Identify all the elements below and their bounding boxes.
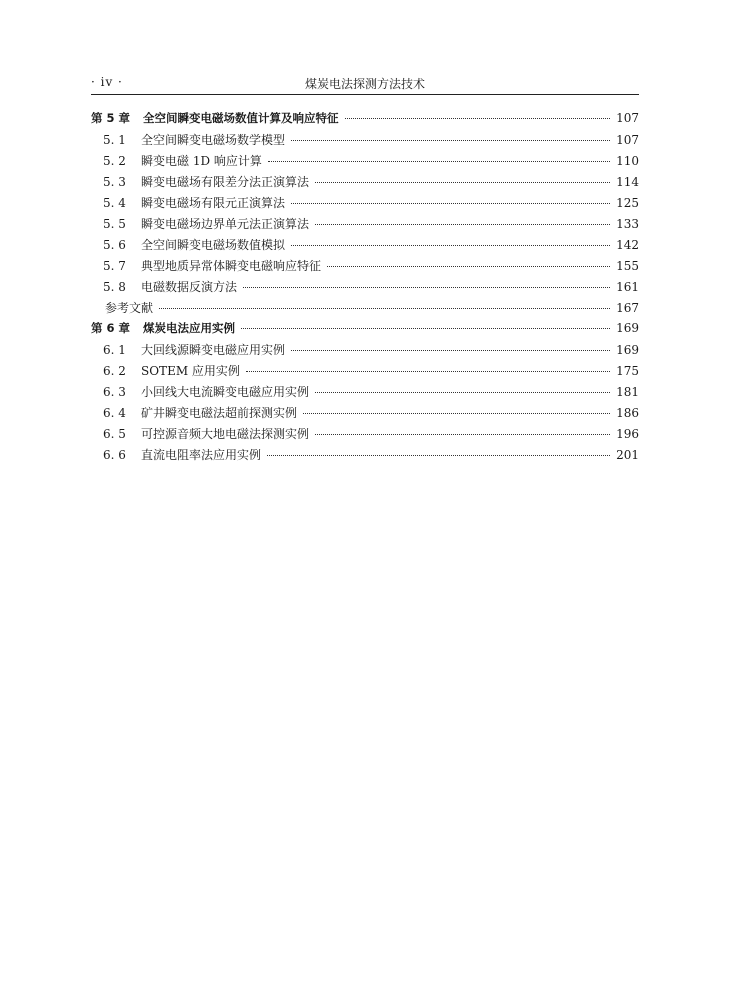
toc-entry-number: 5. 5 bbox=[103, 217, 126, 231]
toc-chapter-entry[interactable] bbox=[91, 110, 639, 131]
toc-section-entry[interactable] bbox=[91, 215, 639, 236]
dot-leader bbox=[315, 172, 610, 183]
toc-entry-title: 瞬变电磁场有限差分法正演算法 bbox=[141, 175, 310, 189]
toc-entry-title: 全空间瞬变电磁场数值模拟 bbox=[141, 238, 286, 252]
toc-section-entry[interactable] bbox=[91, 194, 639, 215]
toc-entry-page: 142 bbox=[616, 238, 639, 252]
toc-entry-page: 107 bbox=[616, 111, 639, 125]
toc-entry-number: 5. 8 bbox=[103, 280, 126, 294]
dot-leader bbox=[315, 382, 610, 393]
toc-entry-page: 155 bbox=[616, 259, 639, 273]
dot-leader bbox=[246, 361, 610, 372]
dot-leader bbox=[303, 403, 610, 414]
dot-leader bbox=[291, 130, 610, 141]
toc-entry-title: 瞬变电磁 1D 响应计算 bbox=[141, 154, 262, 168]
dot-leader bbox=[345, 108, 611, 119]
toc-entry-number: 第 6 章 bbox=[91, 321, 131, 335]
toc-section-entry[interactable] bbox=[91, 404, 639, 425]
toc-section-entry[interactable] bbox=[91, 152, 639, 173]
toc-entry-title: 电磁数据反演方法 bbox=[141, 280, 238, 294]
dot-leader bbox=[327, 256, 610, 267]
toc-entry-number: 5. 3 bbox=[103, 175, 126, 189]
toc-entry-page: 181 bbox=[616, 385, 639, 399]
toc-entry-page: 201 bbox=[616, 448, 639, 462]
toc-entry-title: 直流电阻率法应用实例 bbox=[141, 448, 262, 462]
toc-section-entry[interactable] bbox=[91, 362, 639, 383]
toc-entry-page: 175 bbox=[616, 364, 639, 378]
toc-entry-page: 161 bbox=[616, 280, 639, 294]
toc-entry-page: 169 bbox=[616, 321, 639, 335]
toc-references-entry[interactable] bbox=[91, 299, 639, 320]
toc-entry-page: 114 bbox=[616, 175, 639, 189]
dot-leader bbox=[291, 193, 610, 204]
toc-section-entry[interactable] bbox=[91, 257, 639, 278]
toc-entry-page: 133 bbox=[616, 217, 639, 231]
dot-leader bbox=[267, 445, 610, 456]
dot-leader bbox=[291, 340, 610, 351]
dot-leader bbox=[241, 318, 610, 329]
toc-entry-page: 196 bbox=[616, 427, 639, 441]
toc-entry-title: 可控源音频大地电磁法探测实例 bbox=[141, 427, 310, 441]
toc-section-entry[interactable] bbox=[91, 425, 639, 446]
toc-entry-page: 167 bbox=[616, 301, 639, 315]
toc-entry-title: 矿井瞬变电磁法超前探测实例 bbox=[141, 406, 298, 420]
toc-entry-page: 107 bbox=[616, 133, 639, 147]
toc-entry-title: 瞬变电磁场有限元正演算法 bbox=[141, 196, 286, 210]
toc-section-entry[interactable] bbox=[91, 446, 639, 467]
toc-entry-number: 6. 1 bbox=[103, 343, 126, 357]
dot-leader bbox=[291, 235, 610, 246]
toc-entry-title: 典型地质异常体瞬变电磁响应特征 bbox=[141, 259, 322, 273]
toc-section-entry[interactable] bbox=[91, 131, 639, 152]
toc-entry-number: 5. 1 bbox=[103, 133, 126, 147]
toc-entry-page: 125 bbox=[616, 196, 639, 210]
toc-entry-page: 169 bbox=[616, 343, 639, 357]
dot-leader bbox=[315, 424, 610, 435]
toc-entry-title: 瞬变电磁场边界单元法正演算法 bbox=[141, 217, 310, 231]
toc-entry-number: 6. 3 bbox=[103, 385, 126, 399]
toc-section-entry[interactable] bbox=[91, 173, 639, 194]
dot-leader bbox=[159, 298, 610, 309]
running-header bbox=[91, 72, 639, 95]
toc-entry-number: 5. 7 bbox=[103, 259, 126, 273]
toc-entry-number: 5. 2 bbox=[103, 154, 126, 168]
toc-entry-title: 煤炭电法应用实例 bbox=[143, 321, 235, 335]
toc-section-entry[interactable] bbox=[91, 236, 639, 257]
toc-entry-title: 大回线源瞬变电磁应用实例 bbox=[141, 343, 286, 357]
toc-entry-number: 6. 2 bbox=[103, 364, 126, 378]
toc-entry-number: 6. 5 bbox=[103, 427, 126, 441]
toc-entry-number: 6. 4 bbox=[103, 406, 126, 420]
toc-entry-number: 5. 4 bbox=[103, 196, 126, 210]
toc-entry-number: 第 5 章 bbox=[91, 111, 131, 125]
toc-entry-title: 全空间瞬变电磁场数学模型 bbox=[141, 133, 286, 147]
dot-leader bbox=[243, 277, 610, 288]
toc-entry-title: 全空间瞬变电磁场数值计算及响应特征 bbox=[143, 111, 339, 125]
toc-entry-page: 186 bbox=[616, 406, 639, 420]
toc-entry-title: 参考文献 bbox=[105, 301, 154, 315]
toc-entry-number: 6. 6 bbox=[103, 448, 126, 462]
toc-section-entry[interactable] bbox=[91, 383, 639, 404]
page-number: · iv · bbox=[91, 75, 123, 89]
dot-leader bbox=[268, 151, 610, 162]
toc-section-entry[interactable] bbox=[91, 341, 639, 362]
toc-section-entry[interactable] bbox=[91, 278, 639, 299]
book-title: 煤炭电法探测方法技术 bbox=[304, 77, 425, 91]
toc-entry-number: 5. 6 bbox=[103, 238, 126, 252]
table-of-contents bbox=[91, 110, 639, 467]
toc-entry-title: SOTEM 应用实例 bbox=[141, 364, 240, 378]
toc-entry-page: 110 bbox=[616, 154, 639, 168]
toc-chapter-entry[interactable] bbox=[91, 320, 639, 341]
toc-entry-title: 小回线大电流瞬变电磁应用实例 bbox=[141, 385, 310, 399]
dot-leader bbox=[315, 214, 610, 225]
